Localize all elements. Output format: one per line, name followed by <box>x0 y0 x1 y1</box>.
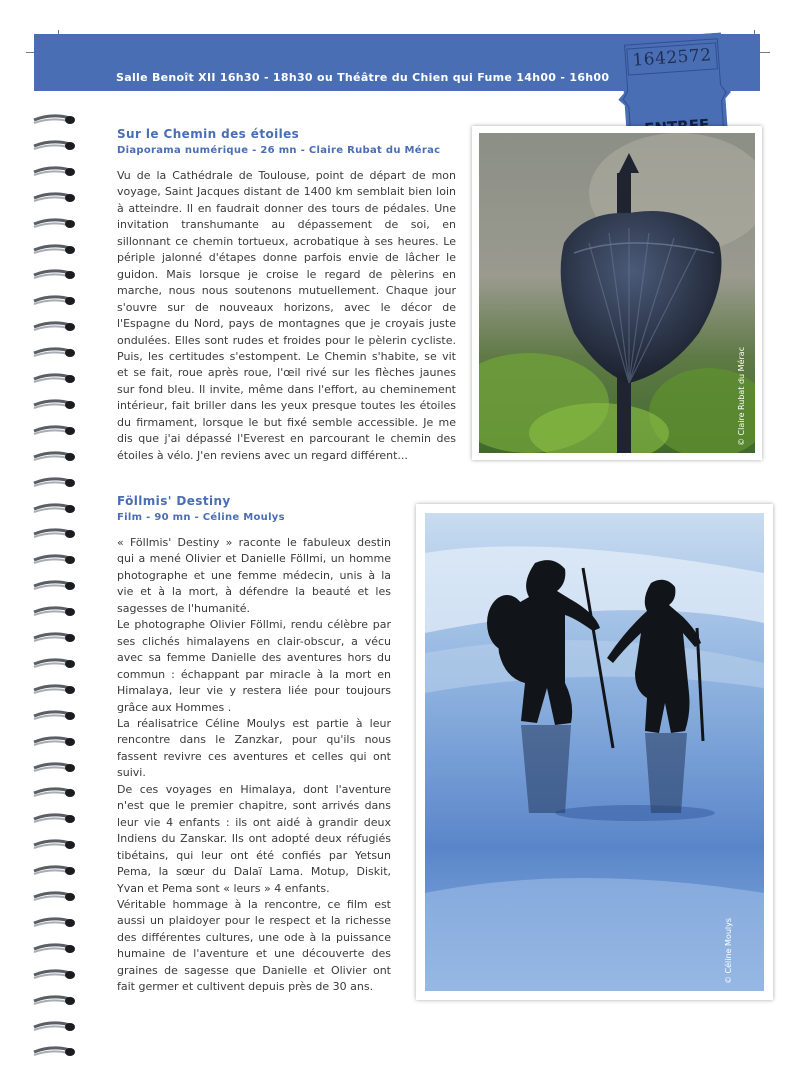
spiral-ring <box>32 164 76 178</box>
section1-body: Vu de la Cathédrale de Toulouse, point de départ de mon voyage, Saint Jacques distant de 1400 km semblait bien loin à atteindre. Il en faudrait donner des tours de pédales. Une invitation transhumante au dépassement de soi, en sillonnant ce chemin tortueux, acrobatique à ses heures. Le périple jalonné d'étapes donne parfois envie de lâcher le guidon. Mais lorsque je croise le regard de pèlerins en marche, nous nous soutenons mutuellement. Chaque jour s'ouvre sur de nouveaux horizons, avec le décor de l'Espagne du Nord, pays de montagnes que je croyais juste ondulées. Elles sont rudes et froides pour le pèlerin cycliste. Puis, les certitudes s'estompent. Le Chemin s'habite, se vit et se fait, roue après roue, l'œil rivé sur les flèches jaunes sur fond bleu. Il invite, même dans l'effort, au cheminement intérieur, fait briller dans les yeux presque toutes les étoiles du firmament, lorsque le but fixé semble accessible. Je me dis que j'ai dépassé l'Everest en parcourant le chemin des étoiles à vélo. J'en reviens avec un regard différent... <box>117 169 456 462</box>
scallop-shell-image <box>479 133 755 453</box>
spiral-binding <box>32 112 76 1062</box>
section2-paragraph: De ces voyages en Himalaya, dont l'aventure n'est que le premier chapitre, sont arrivés dans leur vie 4 enfants : ils ont aidé à grandir deux Indiens du Zanskar. Ils ont adopté deux réfugiés tibétains, qui leur ont été confiés par Yetsun Pema, la sœur du Dalaï Lama. Motup, Diskit, Yvan et Pema sont « leurs » 4 enfants. <box>117 782 391 895</box>
section2-body <box>117 535 391 996</box>
spiral-ring <box>32 138 76 152</box>
ticket-number: 1642572 <box>631 45 713 71</box>
section1-photo-credit: © Claire Rubat du Mérac <box>737 346 746 446</box>
section2-photo-credit: © Céline Moulys <box>724 917 733 984</box>
spiral-ring <box>32 578 76 592</box>
walkers-silhouette-image <box>425 513 764 991</box>
spiral-ring <box>32 449 76 463</box>
section2-subtitle: Film - 90 mn - Céline Moulys <box>117 512 285 523</box>
spiral-ring <box>32 397 76 411</box>
spiral-ring <box>32 656 76 670</box>
himalaya-walkers-photo <box>425 513 764 991</box>
spiral-ring <box>32 242 76 256</box>
spiral-ring <box>32 501 76 515</box>
spiral-ring <box>32 526 76 540</box>
spiral-ring <box>32 708 76 722</box>
spiral-ring <box>32 915 76 929</box>
spiral-ring <box>32 734 76 748</box>
schedule-text: Salle Benoît XII 16h30 - 18h30 ou Théâtre du Chien qui Fume 14h00 - 16h00 <box>116 71 610 84</box>
section2-paragraph: La réalisatrice Céline Moulys est partie à leur rencontre dans le Zanzkar, pour qu'ils nous fassent revivre ces aventures et celles qui ont suivi. <box>117 716 391 780</box>
spiral-ring <box>32 190 76 204</box>
spiral-ring <box>32 319 76 333</box>
section1-title: Sur le Chemin des étoiles <box>117 127 300 141</box>
spiral-ring <box>32 112 76 126</box>
spiral-ring <box>32 889 76 903</box>
spiral-ring <box>32 475 76 489</box>
spiral-ring <box>32 267 76 281</box>
spiral-ring <box>32 1044 76 1058</box>
spiral-ring <box>32 423 76 437</box>
section2-photo-frame <box>416 504 773 1000</box>
section2-paragraph: Le photographe Olivier Föllmi, rendu célèbre par ses clichés himalayens en clair-obscur, a vécu avec sa femme Danielle des aventures hors du commun : échappant par miracle à la mort en Himalaya, leur vie y restera liée pour toujours grâce aux Hommes . <box>117 618 391 714</box>
spiral-ring <box>32 993 76 1007</box>
spiral-ring <box>32 552 76 566</box>
spiral-ring <box>32 1019 76 1033</box>
spiral-ring <box>32 371 76 385</box>
spiral-ring <box>32 785 76 799</box>
spiral-ring <box>32 630 76 644</box>
section1-subtitle: Diaporama numérique - 26 mn - Claire Rubat du Mérac <box>117 145 441 156</box>
section2-paragraph: « Föllmis' Destiny » raconte le fabuleux destin qui a mené Olivier et Danielle Föllmi, un homme photographe et une femme médecin, unis à la vie et à la mort, à défendre la beauté et les sagesses de l'humanité. <box>117 536 391 615</box>
spiral-ring <box>32 760 76 774</box>
spiral-ring <box>32 293 76 307</box>
spiral-ring <box>32 863 76 877</box>
section2-title: Föllmis' Destiny <box>117 494 231 508</box>
scallop-shell-photo <box>479 133 755 453</box>
spiral-ring <box>32 216 76 230</box>
section1-photo-frame <box>472 126 762 460</box>
spiral-ring <box>32 837 76 851</box>
section2-paragraph: Véritable hommage à la rencontre, ce film est aussi un plaidoyer pour le respect et la richesse des différentes cultures, une ode à la puissance humaine de l'aventure et une découverte des graines de sagesse que Danielle et Olivier ont fait germer et cultivent depuis près de 30 ans. <box>117 897 391 994</box>
spiral-ring <box>32 682 76 696</box>
spiral-ring <box>32 811 76 825</box>
spiral-ring <box>32 941 76 955</box>
spiral-ring <box>32 345 76 359</box>
spiral-ring <box>32 604 76 618</box>
spiral-ring <box>32 967 76 981</box>
